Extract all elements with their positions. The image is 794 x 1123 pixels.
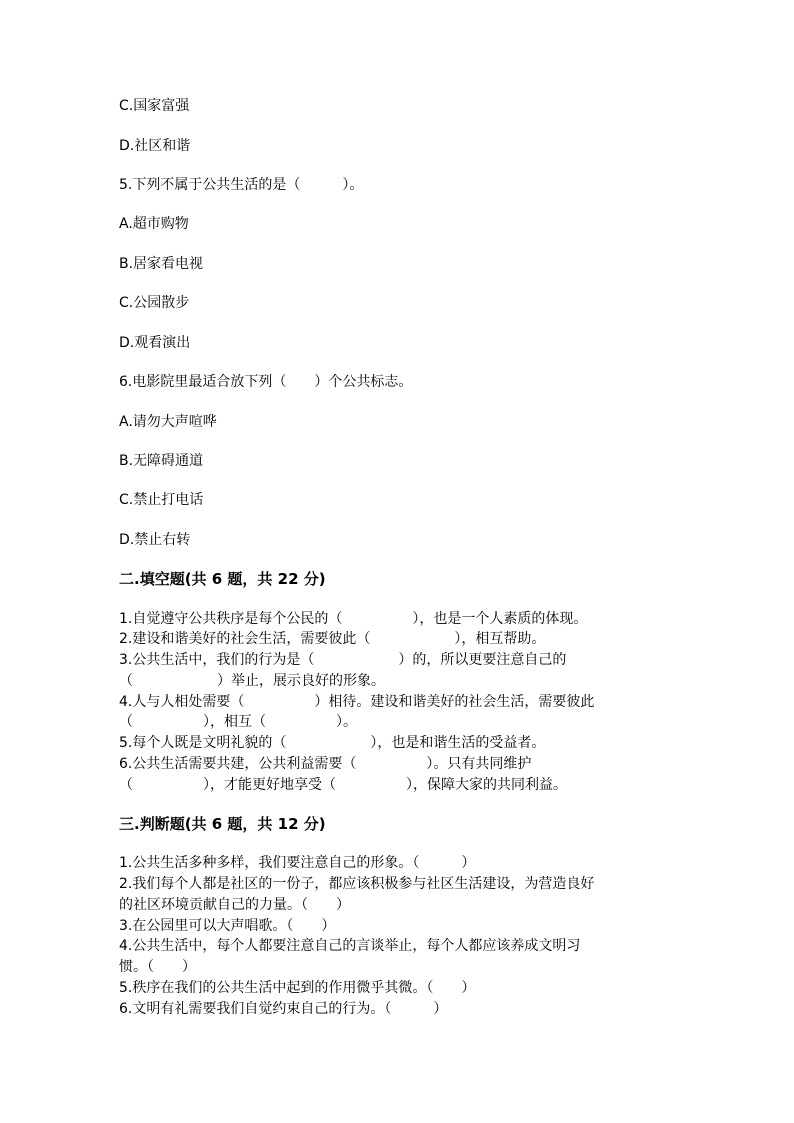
option-5c: C.公园散步 bbox=[119, 295, 190, 311]
judge-question-line: 4.公共生活中，每个人都要注意自己的言谈举止，每个人都应该养成文明习 bbox=[119, 938, 581, 954]
option-4d: D.社区和谐 bbox=[119, 138, 191, 154]
option-6d: D.禁止右转 bbox=[119, 532, 191, 548]
judge-question-line: 6.文明有礼需要我们自觉约束自己的行为。（ ） bbox=[119, 1001, 448, 1017]
fill-question-line: （ ），相互（ ）。 bbox=[119, 714, 357, 730]
option-6b: B.无障碍通道 bbox=[119, 453, 204, 469]
fill-question-line: 2.建设和谐美好的社会生活，需要彼此（ ），相互帮助。 bbox=[119, 631, 546, 647]
fill-question-line: 5.每个人既是文明礼貌的（ ），也是和谐生活的受益者。 bbox=[119, 735, 546, 751]
judge-question-line: 5.秩序在我们的公共生活中起到的作用微乎其微。（ ） bbox=[119, 980, 476, 996]
option-5b: B.居家看电视 bbox=[119, 256, 204, 272]
fill-question-line: 4.人与人相处需要（ ）相待。建设和谐美好的社会生活，需要彼此 bbox=[119, 694, 595, 710]
fill-question-line: 1.自觉遵守公共秩序是每个公民的（ ），也是一个人素质的体现。 bbox=[119, 611, 588, 627]
option-5d: D.观看演出 bbox=[119, 335, 191, 351]
judge-question-line: 1.公共生活多种多样，我们要注意自己的形象。（ ） bbox=[119, 855, 476, 871]
fill-question-line: （ ）举止，展示良好的形象。 bbox=[119, 673, 385, 689]
judge-question-line: 2.我们每个人都是社区的一份子，都应该积极参与社区生活建设，为营造良好 bbox=[119, 876, 595, 892]
judge-question-line: 的社区环境贡献自己的力量。（ ） bbox=[119, 897, 350, 913]
question-5: 5.下列不属于公共生活的是（ ）。 bbox=[119, 177, 364, 193]
option-4c: C.国家富强 bbox=[119, 98, 190, 114]
fill-question-line: 3.公共生活中，我们的行为是（ ）的，所以更要注意自己的 bbox=[119, 652, 567, 668]
judge-question-line: 惯。（ ） bbox=[119, 959, 196, 975]
option-6a: A.请勿大声喧哗 bbox=[119, 414, 217, 430]
option-5a: A.超市购物 bbox=[119, 216, 189, 232]
fill-question-line: 6.公共生活需要共建，公共利益需要（ ）。只有共同维护 bbox=[119, 756, 532, 772]
section-heading-true-false: 三.判断题(共 6 题，共 12 分) bbox=[119, 815, 326, 833]
fill-question-line: （ ），才能更好地享受（ ），保障大家的共同利益。 bbox=[119, 777, 567, 793]
option-6c: C.禁止打电话 bbox=[119, 492, 204, 508]
question-6: 6.电影院里最适合放下列（ ）个公共标志。 bbox=[119, 374, 413, 390]
section-heading-fill-blank: 二.填空题(共 6 题，共 22 分) bbox=[119, 570, 326, 588]
judge-question-line: 3.在公园里可以大声唱歌。（ ） bbox=[119, 918, 336, 934]
